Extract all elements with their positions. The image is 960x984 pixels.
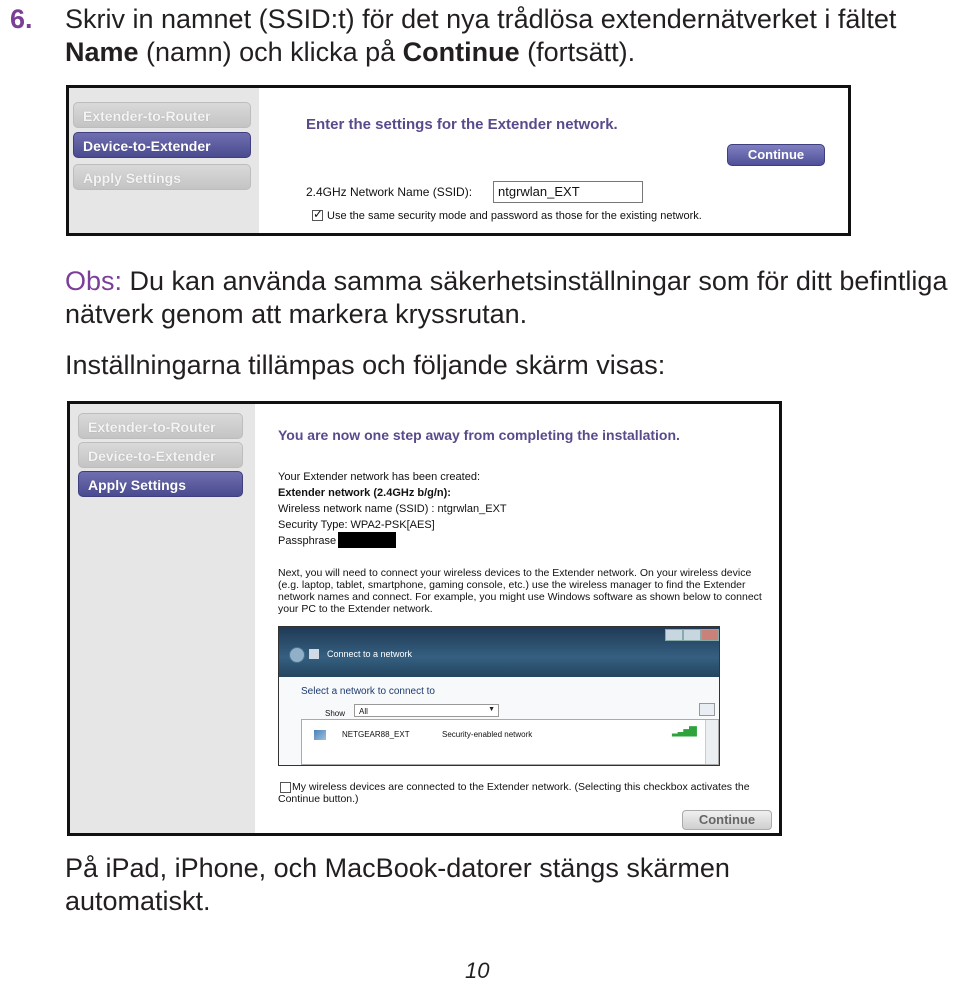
close-icon[interactable] [701, 629, 719, 641]
back-arrow-icon[interactable] [289, 647, 305, 663]
wireless-network-icon [314, 730, 326, 740]
network-list [301, 719, 719, 765]
install-complete-screenshot [67, 401, 782, 836]
step-continue-bold: Continue [402, 37, 520, 67]
passphrase-redacted [338, 532, 396, 548]
network-status: Security-enabled network [442, 730, 533, 739]
select-network-label: Select a network to connect to [301, 686, 435, 697]
nav-apply-settings[interactable]: Apply Settings [73, 164, 251, 190]
note-text: Du kan använda samma säkerhetsinställningar som för ditt befintliga nätverk genom att markera kryssrutan. [65, 266, 948, 329]
dialog-title: Connect to a network [327, 649, 413, 659]
continue-button[interactable]: Continue [727, 144, 825, 166]
step-number: 6. [10, 4, 33, 34]
same-security-checkbox[interactable] [312, 207, 324, 221]
passphrase-label: Passphrase [278, 535, 337, 547]
step-name-bold: Name [65, 37, 139, 67]
footer-text: På iPad, iPhone, och MacBook-datorer stängs skärmen automatiskt. [65, 853, 730, 916]
list-item[interactable] [302, 720, 702, 750]
ssid-line: Wireless network name (SSID) : ntgrwlan_EXT [278, 503, 507, 515]
same-security-label: Use the same security mode and password as those for the existing network. [327, 210, 702, 222]
step-text-3: (fortsätt). [519, 37, 636, 67]
ssid-input[interactable]: ntgrwlan_EXT [493, 181, 643, 203]
minimize-icon[interactable] [665, 629, 683, 641]
step-text-1: Skriv in namnet (SSID:t) för det nya trådlösa extendernätverket i fältet [65, 4, 897, 34]
nav-device-to-extender[interactable]: Device-to-Extender [73, 132, 251, 158]
created-text: Your Extender network has been created: [278, 471, 481, 483]
show-label: Show [325, 709, 346, 718]
nav-device-to-extender[interactable]: Device-to-Extender [78, 442, 243, 468]
ssid-label: 2.4GHz Network Name (SSID): [306, 185, 473, 199]
nav-apply-settings[interactable]: Apply Settings [78, 471, 243, 497]
signal-strength-icon: ▂▃▅▇ [672, 726, 695, 737]
page-heading: Enter the settings for the Extender network. [306, 116, 618, 133]
network-icon [309, 649, 319, 659]
step-text-2: (namn) och klicka på [138, 37, 403, 67]
chevron-down-icon: ▼ [488, 706, 495, 713]
page-heading: You are now one step away from completing the installation. [278, 427, 680, 443]
next-instructions: Next, you will need to connect your wireless devices to the Extender network. On your wireless device (e.g. laptop, tablet, smartphone, gaming console, etc.) use the wireless manager to find the Extender network names and connect. For example, you might use Windows software as shown below to connect your PC to the Extender network. [278, 567, 762, 615]
list-scrollbar[interactable] [705, 720, 718, 764]
show-select[interactable] [354, 704, 499, 717]
note-label: Obs: [65, 266, 123, 296]
page-number: 10 [465, 958, 490, 983]
network-title: Extender network (2.4GHz b/g/n): [278, 487, 451, 499]
continue-button[interactable]: Continue [682, 810, 772, 830]
intro-text: Inställningarna tillämpas och följande skärm visas: [65, 350, 666, 380]
devices-connected-label: My wireless devices are connected to the Extender network. (Selecting this checkbox activates the Continue button.) [278, 781, 750, 805]
checkmark-icon: ✓ [313, 207, 324, 221]
security-line: Security Type: WPA2-PSK[AES] [278, 519, 435, 531]
extender-settings-screenshot [66, 85, 851, 236]
refresh-button[interactable] [699, 703, 715, 716]
nav-extender-to-router[interactable]: Extender-to-Router [78, 413, 243, 439]
windows-connect-dialog [278, 626, 720, 766]
show-value: All [359, 707, 368, 716]
note-paragraph [65, 265, 960, 331]
maximize-icon[interactable] [683, 629, 701, 641]
nav-extender-to-router[interactable]: Extender-to-Router [73, 102, 251, 128]
network-name: NETGEAR88_EXT [342, 730, 410, 739]
step-paragraph [10, 3, 960, 69]
